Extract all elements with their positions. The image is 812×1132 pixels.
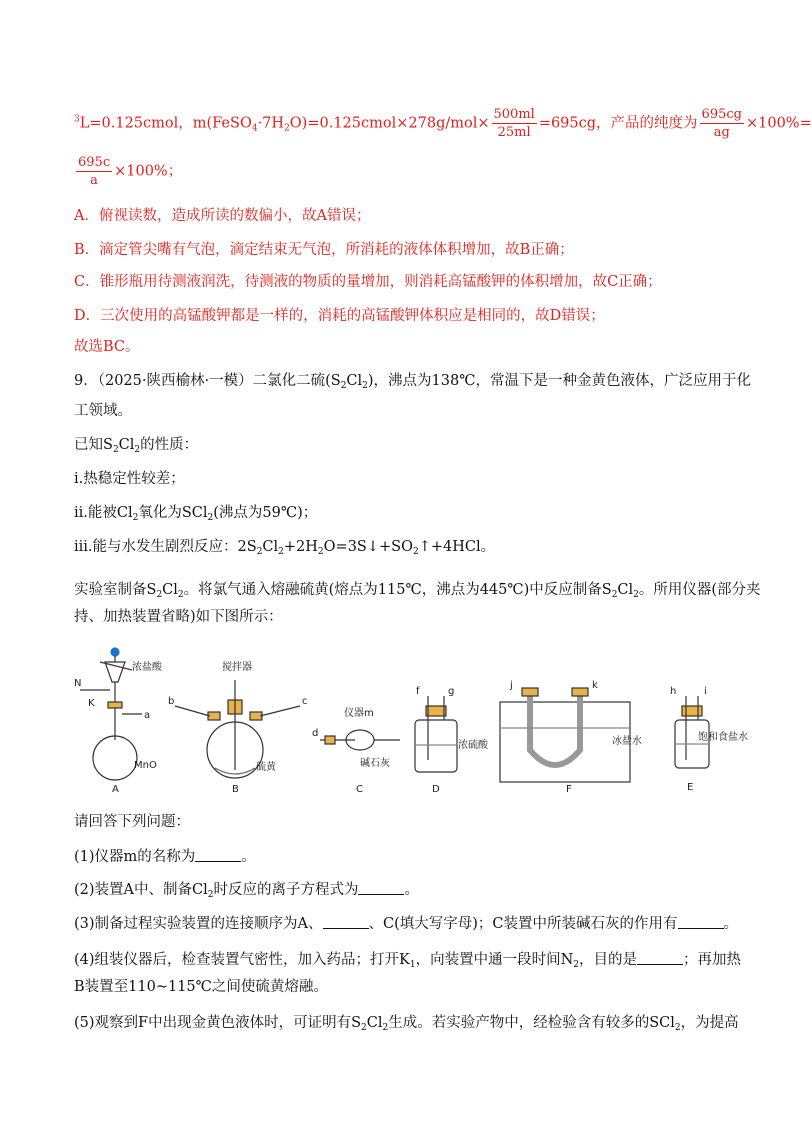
apparatus-diagram (70, 640, 750, 800)
prop3-d: O=3S↓+SO (323, 539, 413, 555)
q2-c: 。 (404, 882, 419, 898)
intro-c: )，沸点为138℃，常温下是一种金黄色液体，广泛应用于化 (367, 373, 751, 389)
preparation (74, 583, 761, 600)
q5-d: ，为提高 (680, 1015, 739, 1031)
sub-2: 2 (573, 960, 580, 970)
prep-e: 。所用仪器(部分夹 (638, 582, 761, 598)
answer-blank[interactable] (358, 882, 404, 895)
caption-d: D (432, 784, 440, 795)
q1-b: 。 (241, 849, 256, 865)
calc-f: ×100%； (114, 163, 183, 180)
answer-blank[interactable] (637, 952, 683, 965)
calc-c: O)=0.125cmol×278g/mol× (289, 115, 490, 132)
q4-c: ，目的是 (579, 952, 638, 968)
sub-2: 2 (112, 445, 119, 455)
sub-2: 2 (156, 590, 163, 600)
prep-a: 实验室制备S (74, 582, 157, 598)
q5-c: 生成。若实验产物中，经检验含有较多的SCl (388, 1015, 675, 1031)
caption-c: C (356, 784, 363, 795)
sub-2: 2 (207, 513, 214, 523)
sub-4: 4 (251, 123, 258, 134)
q4-d: ；再加热 (683, 952, 742, 968)
frac-num: 500ml (493, 107, 535, 122)
label-h-port: h (670, 686, 677, 697)
fraction-695c-a (76, 156, 112, 187)
intro-a: 9．（2025·陕西榆林·一模）二氯化二硫(S (74, 373, 341, 389)
fraction-695cg-ag (700, 108, 744, 139)
property-1: ⅰ.热稳定性较差； (74, 471, 185, 487)
caption-e: E (687, 782, 694, 793)
label-b: b (168, 696, 175, 707)
caption-a: A (112, 784, 119, 795)
sub-2: 2 (340, 381, 347, 391)
sub-2: 2 (284, 123, 290, 134)
intro-b: Cl (346, 373, 363, 389)
property-2 (74, 506, 317, 523)
preparation-cont: 持、加热装置省略)如下图所示： (74, 609, 283, 625)
label-k-port: k (592, 680, 598, 691)
sub-2: 2 (633, 590, 639, 600)
calc-e: ×100%= (745, 115, 812, 132)
option-a: A．俯视读数，造成所读的数偏小，故A错误； (74, 208, 371, 224)
known-c: 的性质： (140, 437, 199, 453)
prop2-b: 氧化为SCl (138, 505, 208, 521)
prop2-c: (沸点为59℃)； (213, 505, 318, 521)
sub-2: 2 (611, 590, 618, 600)
frac-den: 25ml (497, 125, 531, 140)
label-ice-salt: 冰盐水 (612, 736, 642, 747)
question-intro (74, 374, 751, 391)
prop3-c: +2H (283, 539, 318, 555)
prop3-e: ↑+4HCl。 (418, 539, 496, 555)
sub-2: 2 (278, 547, 284, 557)
answer-blank[interactable] (323, 916, 369, 929)
label-sulfur: 硫黄 (256, 762, 276, 773)
sub-2: 2 (412, 547, 419, 557)
caption-f: F (566, 784, 572, 795)
label-k: K (88, 698, 95, 709)
prep-b: Cl (162, 582, 178, 598)
label-d-port: d (312, 728, 319, 739)
subquestion-2 (74, 882, 419, 900)
label-stirrer: 搅拌器 (222, 662, 252, 673)
sub-2: 2 (362, 381, 368, 391)
label-i-port: i (704, 686, 707, 697)
sub-2: 2 (317, 547, 324, 557)
q2-b: 时反应的离子方程式为 (213, 882, 359, 898)
instruction: 请回答下列问题： (74, 814, 190, 830)
label-instrument-m: 仪器m (344, 708, 374, 719)
label-j-port: j (510, 680, 513, 691)
q4-b: ，向装置中通一段时间N (415, 952, 574, 968)
calc-a: L=0.125cmol，m(FeSO (79, 115, 252, 132)
sub-2: 2 (134, 445, 141, 455)
prop3-a: ⅲ.能与水发生剧烈反应：2S (74, 539, 257, 555)
answer-calc-line2 (74, 156, 182, 187)
calc-d: =695cg，产品的纯度为 (538, 115, 698, 132)
sub-2: 2 (674, 1023, 681, 1033)
frac-den: a (90, 173, 98, 188)
frac-num: 695c (78, 155, 111, 170)
q3-b: 、C(填大写字母)；C装置中所装碱石灰的作用有 (368, 916, 678, 932)
q3-c: 。 (723, 916, 739, 932)
prop2-a: ⅱ.能被Cl (74, 505, 133, 521)
known-a: 已知S (74, 437, 113, 453)
label-f-port: f (416, 686, 420, 697)
answer-blank[interactable] (195, 849, 241, 862)
q3-a: (3)制备过程实验装置的连接顺序为A、 (74, 916, 323, 932)
sub-2: 2 (207, 890, 214, 900)
subquestion-4 (74, 952, 741, 970)
sub-2: 2 (382, 1023, 389, 1033)
option-d: D．三次使用的高锰酸钾都是一样的，消耗的高锰酸钾体积应是相同的，故D错误； (74, 308, 605, 324)
q5-b: Cl (366, 1015, 383, 1031)
q4-a: (4)组装仪器后，检查装置气密性，加入药品；打开K (74, 952, 410, 968)
sub-2: 2 (256, 547, 263, 557)
label-sat-nacl: 饱和食盐水 (698, 732, 748, 743)
q5-a: (5)观察到F中出现金黄色液体时，可证明有S (74, 1015, 362, 1031)
subquestion-1 (74, 849, 256, 865)
label-c-port: c (302, 696, 308, 707)
sub-2: 2 (177, 590, 184, 600)
frac-num: 695cg (701, 107, 742, 122)
option-c: C．锥形瓶用待测液润洗，待测液的物质的量增加，则消耗高锰酸钾的体积增加，故C正确； (74, 274, 662, 290)
subquestion-5 (74, 1016, 739, 1033)
label-conc-h2so4: 浓硫酸 (458, 740, 488, 751)
label-conc-hcl: 浓盐酸 (132, 662, 162, 673)
sub-2: 2 (132, 513, 139, 523)
q1-a: (1)仪器m的名称为 (74, 849, 196, 865)
label-a: a (144, 710, 151, 721)
question-intro-cont: 工领域。 (74, 403, 132, 419)
subquestion-4-cont: B装置至110~115℃之间使硫黄熔融。 (74, 979, 328, 995)
frac-den: ag (713, 125, 730, 140)
label-soda-lime: 碱石灰 (360, 758, 390, 769)
sub-1: 1 (409, 960, 416, 970)
option-b: B．滴定管尖嘴有气泡，滴定结束无气泡，所消耗的液体体积增加，故B正确； (74, 242, 574, 258)
property-3 (74, 540, 495, 557)
prep-c: 。将氯气通入熔融硫黄(熔点为115℃，沸点为445℃)中反应制备S (183, 582, 612, 598)
known-properties (74, 438, 198, 455)
q2-a: (2)装置A中、制备Cl (74, 882, 208, 898)
answer-blank[interactable] (678, 916, 724, 929)
prep-d: Cl (617, 582, 634, 598)
calc-b: ·7H (257, 115, 285, 132)
label-mno2: MnO (134, 760, 157, 771)
subquestion-3 (74, 916, 738, 932)
sup-3: 3 (74, 114, 80, 125)
prop3-b: Cl (262, 539, 279, 555)
conclusion: 故选BC。 (74, 339, 140, 355)
fraction-500-25 (492, 108, 537, 139)
label-g-port: g (448, 686, 455, 697)
label-n2: N (74, 678, 82, 689)
sub-2: 2 (361, 1023, 367, 1033)
known-b: Cl (118, 437, 135, 453)
caption-b: B (232, 784, 239, 795)
answer-calc-line1 (74, 108, 812, 139)
